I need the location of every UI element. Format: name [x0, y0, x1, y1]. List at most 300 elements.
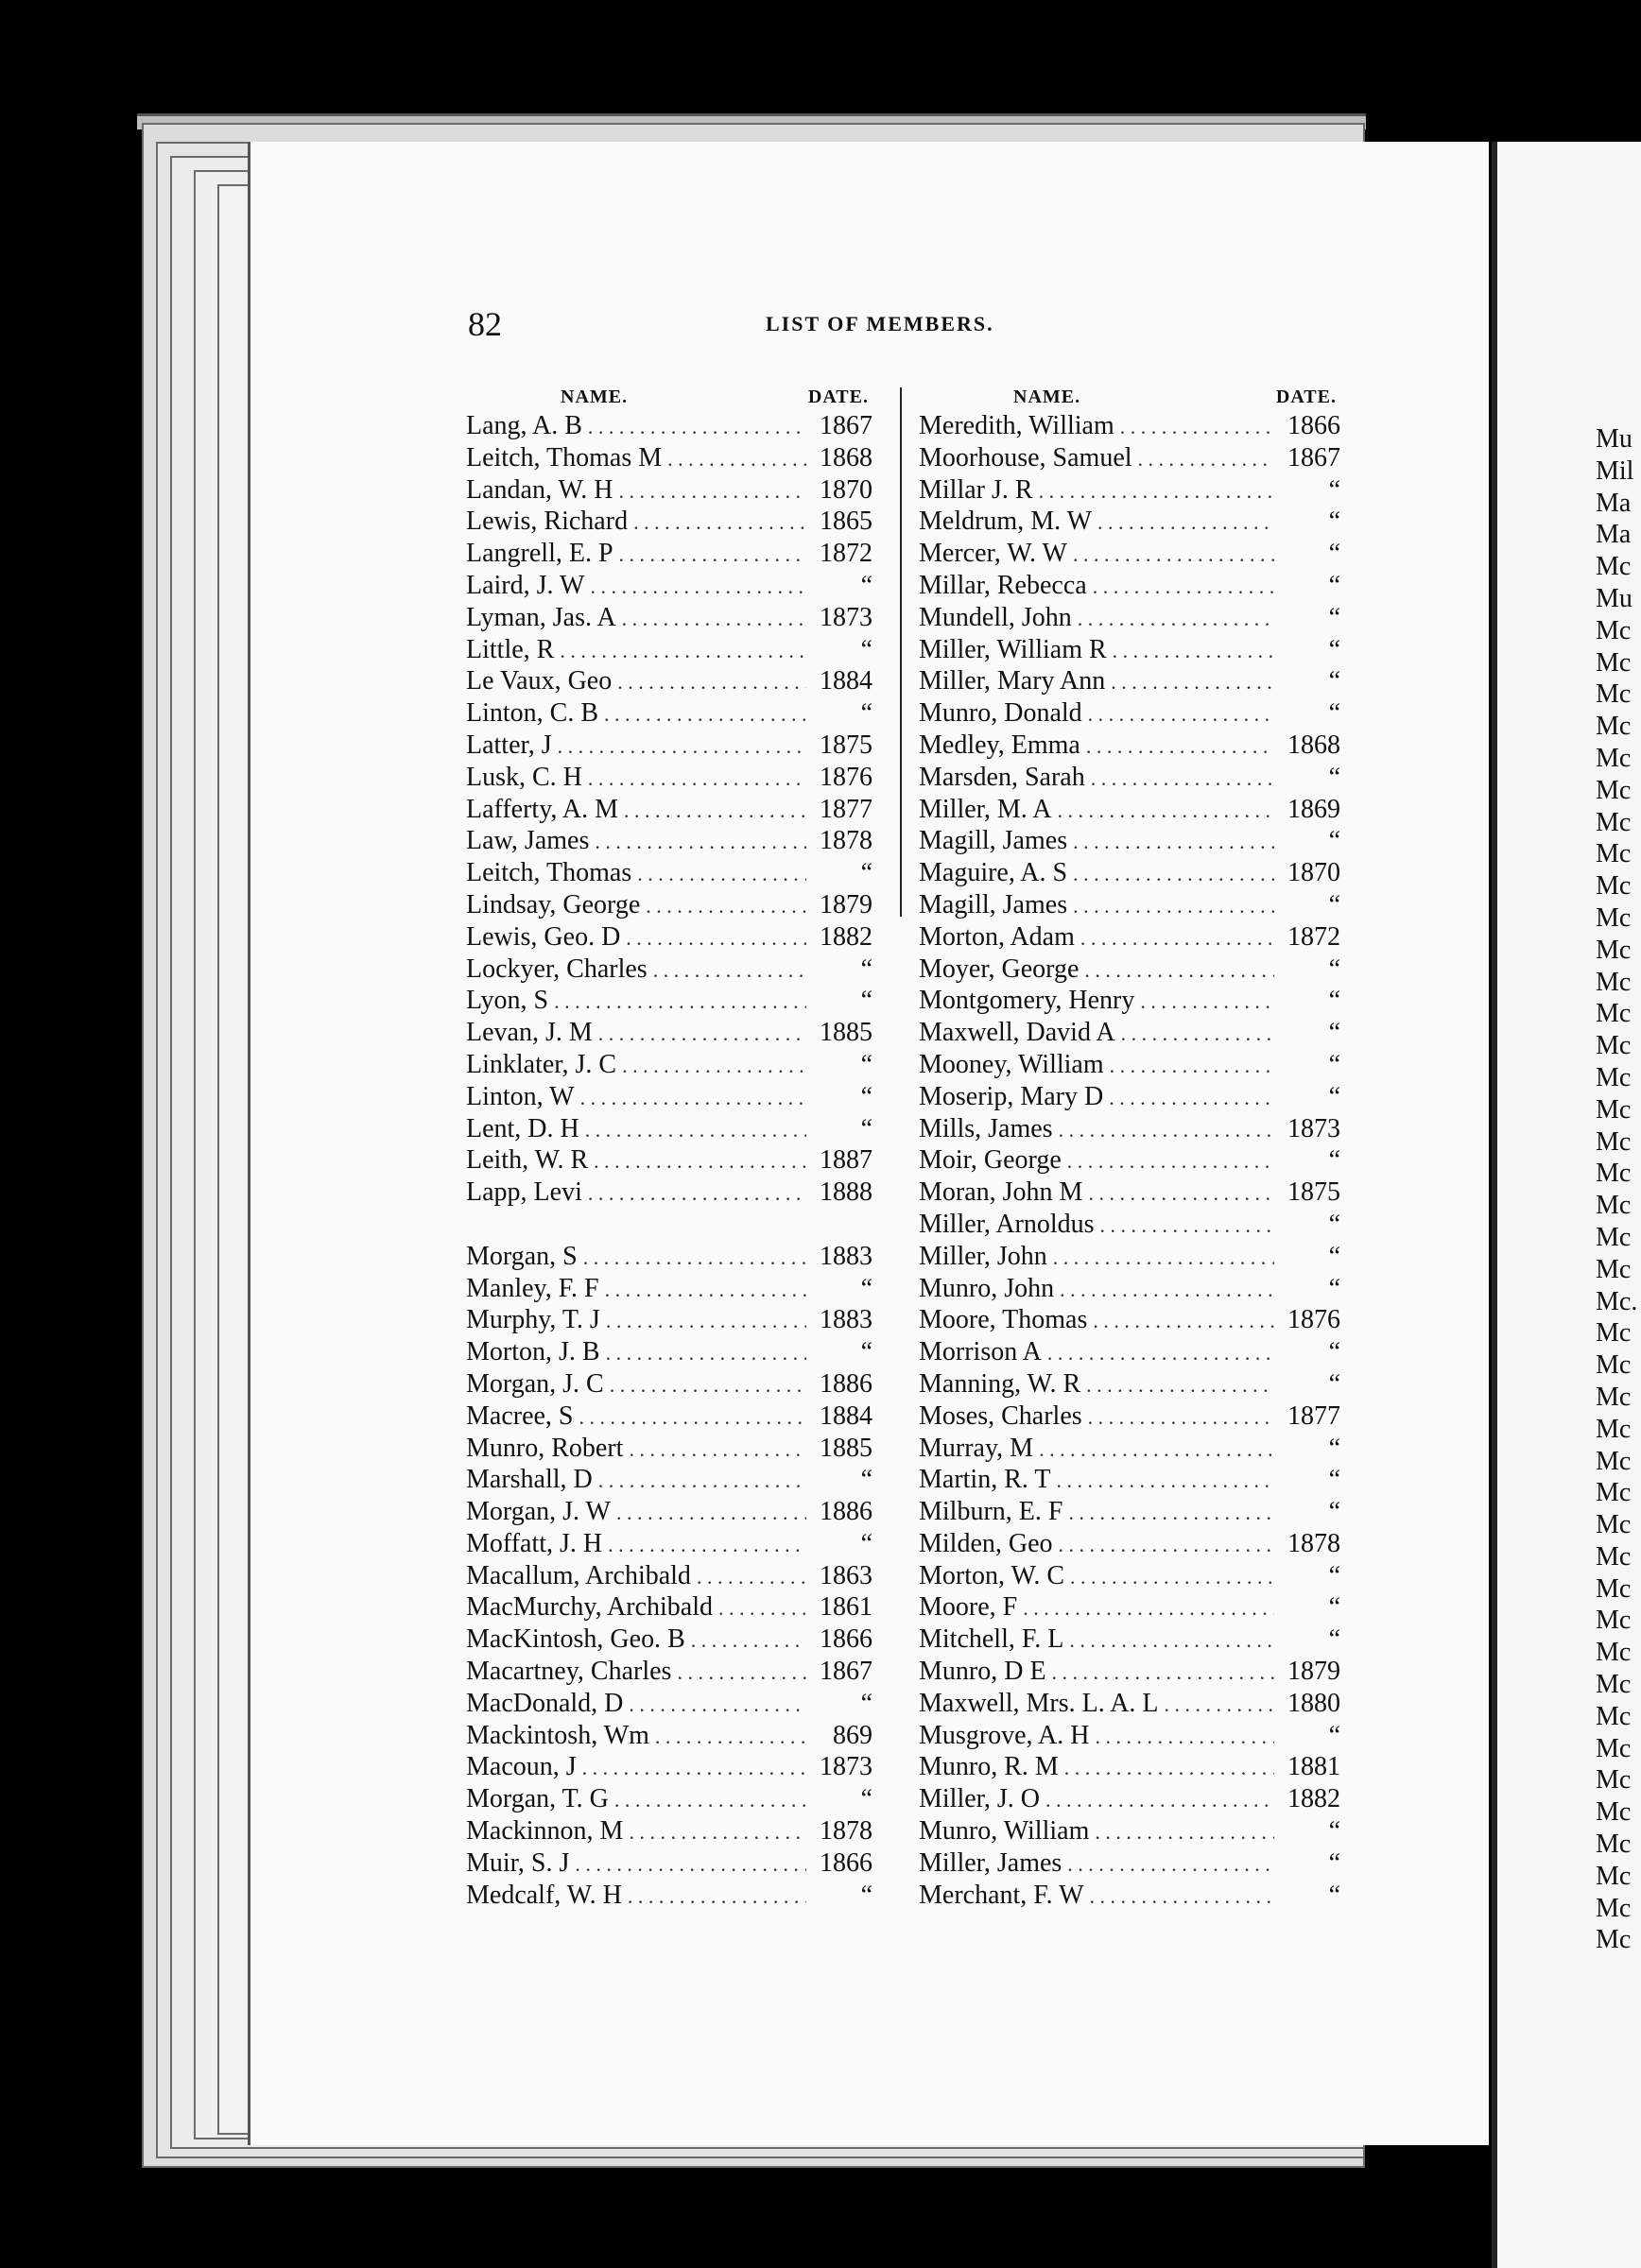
leader-dots: [560, 635, 806, 667]
member-date: “: [1328, 762, 1340, 792]
leader-dots: [624, 795, 806, 827]
member-name: Millar, Rebecca: [919, 570, 1087, 600]
member-date: 1885: [820, 1018, 872, 1048]
member-row: [466, 1336, 872, 1368]
facing-page-fragment: Mc: [1596, 615, 1632, 645]
leader-dots: [585, 1114, 806, 1146]
leader-dots: [1067, 1145, 1274, 1177]
column-header: [919, 384, 1340, 410]
member-date: 1878: [820, 1816, 872, 1847]
member-row: [919, 1880, 1340, 1912]
member-date: 1873: [1287, 1113, 1340, 1143]
facing-page-fragment: Mc: [1596, 1478, 1632, 1508]
member-row: [919, 1528, 1340, 1560]
member-date: “: [860, 1688, 872, 1718]
leader-dots: [1110, 1050, 1274, 1082]
leader-dots: [718, 1592, 806, 1624]
member-name: Leith, W. R: [466, 1145, 589, 1176]
leader-dots: [1097, 507, 1274, 539]
member-name: Morgan, J. C: [466, 1368, 604, 1399]
member-date: “: [1328, 1465, 1340, 1495]
leader-dots: [1078, 603, 1274, 635]
leader-dots: [1080, 922, 1274, 954]
member-row: [466, 1751, 872, 1783]
leader-dots: [653, 954, 806, 987]
facing-page-fragment: Mc: [1596, 1382, 1632, 1412]
facing-page-fragment: Mc: [1596, 1670, 1632, 1700]
member-date: 1884: [820, 1400, 872, 1431]
member-date: “: [860, 698, 872, 729]
leader-dots: [667, 443, 806, 475]
leader-dots: [626, 922, 806, 954]
members-column-left: [466, 384, 872, 1911]
member-name: Linton, C. B: [466, 698, 599, 729]
leader-dots: [1047, 1337, 1274, 1369]
leader-dots: [610, 1369, 806, 1401]
member-name: Maxwell, Mrs. L. A. L: [919, 1688, 1159, 1718]
member-name: Lyon, S: [466, 986, 549, 1016]
member-row: [919, 1081, 1340, 1113]
member-date: 1879: [1287, 1657, 1340, 1687]
member-name: Lafferty, A. M: [466, 794, 618, 824]
leader-dots: [608, 1529, 806, 1561]
member-row: [919, 1624, 1340, 1656]
leader-dots: [619, 475, 806, 507]
member-date: “: [1328, 1241, 1340, 1271]
member-name: Milden, Geo: [919, 1528, 1053, 1558]
member-name: MacDonald, D: [466, 1688, 624, 1718]
member-row: [466, 794, 872, 826]
member-date: 1866: [820, 1624, 872, 1655]
leader-dots: [1138, 443, 1274, 475]
member-row: [466, 1783, 872, 1815]
member-name: Miller, M. A: [919, 794, 1052, 824]
member-date: 1885: [820, 1433, 872, 1463]
member-date: 1869: [1287, 794, 1340, 824]
member-row: [919, 1241, 1340, 1273]
member-date: 1867: [820, 1657, 872, 1687]
member-name: Montgomery, Henry: [919, 986, 1135, 1016]
member-row: [919, 730, 1340, 762]
member-name: Musgrove, A. H: [919, 1720, 1090, 1750]
member-name: Law, James: [466, 826, 590, 856]
member-name: Le Vaux, Geo: [466, 666, 613, 696]
member-date: 1886: [820, 1497, 872, 1527]
member-name: Mackintosh, Wm: [466, 1720, 649, 1750]
leader-dots: [1068, 1497, 1274, 1529]
leader-dots: [697, 1561, 806, 1593]
member-row: [919, 1336, 1340, 1368]
member-date: 1888: [820, 1177, 872, 1208]
member-row: [919, 1847, 1340, 1880]
leader-dots: [579, 1401, 806, 1434]
column-header: [466, 384, 872, 410]
member-name: Magill, James: [919, 826, 1068, 856]
member-row: [919, 1368, 1340, 1400]
member-date: 1867: [1287, 442, 1340, 472]
member-date: “: [860, 1337, 872, 1367]
leader-dots: [1113, 635, 1274, 667]
member-date: 1870: [1287, 858, 1340, 888]
facing-page-fragment: Mc: [1596, 999, 1632, 1029]
member-row: [466, 1400, 872, 1433]
member-date: 1867: [820, 411, 872, 440]
member-date: “: [1328, 986, 1340, 1016]
member-row: [466, 1081, 872, 1113]
leader-dots: [606, 1305, 806, 1337]
member-date: “: [1328, 1880, 1340, 1910]
member-date: “: [1328, 666, 1340, 696]
members-column-right: [919, 384, 1340, 1911]
member-row: [466, 1624, 872, 1656]
member-row: [466, 1433, 872, 1465]
leader-dots: [1056, 1465, 1274, 1497]
member-row: [466, 825, 872, 857]
member-name: Martin, R. T: [919, 1465, 1051, 1495]
member-date: “: [1328, 889, 1340, 919]
member-name: Mackinnon, M: [466, 1816, 624, 1847]
member-name: MacKintosh, Geo. B: [466, 1624, 685, 1655]
leader-dots: [1095, 1721, 1274, 1753]
leader-dots: [595, 826, 806, 858]
leader-dots: [1059, 1114, 1274, 1146]
member-name: Munro, John: [919, 1273, 1055, 1303]
member-name: Mooney, William: [919, 1049, 1104, 1079]
member-row: [919, 1496, 1340, 1528]
member-date: 1882: [820, 921, 872, 952]
leader-dots: [1064, 1752, 1274, 1784]
member-row: [466, 1368, 872, 1400]
member-date: 1863: [820, 1560, 872, 1590]
member-row: [919, 474, 1340, 507]
leader-dots: [583, 1242, 806, 1274]
member-date: “: [860, 1784, 872, 1814]
leader-dots: [1111, 666, 1274, 698]
leader-dots: [1070, 1561, 1274, 1593]
member-name: Millar J. R: [919, 474, 1033, 505]
member-date: 1873: [820, 602, 872, 632]
member-name: Murray, M: [919, 1433, 1034, 1463]
leader-dots: [614, 1784, 806, 1816]
member-name: Morton, W. C: [919, 1560, 1065, 1590]
member-name: Munro, Robert: [466, 1433, 624, 1463]
leader-dots: [1039, 1434, 1274, 1466]
member-name: Little, R: [466, 634, 555, 664]
member-row: [466, 442, 872, 474]
member-row: [466, 1847, 872, 1880]
leader-dots: [617, 666, 806, 698]
leader-dots: [1165, 1689, 1274, 1721]
member-row: [919, 825, 1340, 857]
leader-dots: [1057, 795, 1274, 827]
member-name: Linton, W: [466, 1081, 575, 1111]
member-date: “: [1328, 698, 1340, 729]
member-name: Lockyer, Charles: [466, 954, 648, 984]
member-date: 1879: [820, 889, 872, 919]
member-row: [919, 1304, 1340, 1336]
leader-dots: [629, 1816, 806, 1848]
member-row: [466, 1113, 872, 1145]
member-row: [919, 889, 1340, 921]
leader-dots: [1060, 1274, 1274, 1306]
member-name: Milburn, E. F: [919, 1497, 1063, 1527]
member-row: [466, 1688, 872, 1720]
member-row: [919, 506, 1340, 538]
member-row: [919, 1273, 1340, 1305]
date-header: DATE.: [807, 387, 869, 407]
member-date: 1886: [820, 1368, 872, 1399]
member-row: [919, 442, 1340, 474]
facing-page-fragment: Mc: [1596, 1254, 1632, 1284]
leader-dots: [691, 1624, 806, 1657]
member-name: Lang, A. B: [466, 411, 582, 440]
member-date: 1865: [820, 507, 872, 537]
member-row: [919, 1560, 1340, 1592]
leader-dots: [1067, 1848, 1274, 1881]
member-date: “: [1328, 1049, 1340, 1079]
leader-dots: [588, 411, 806, 443]
member-row: [466, 538, 872, 570]
member-date: 1884: [820, 666, 872, 696]
member-name: Morgan, S: [466, 1241, 578, 1271]
member-date: “: [1328, 1592, 1340, 1623]
member-name: Morton, J. B: [466, 1337, 600, 1367]
member-name: Leitch, Thomas M: [466, 442, 663, 472]
facing-page-fragment: Mc: [1596, 807, 1632, 837]
member-name: Lindsay, George: [466, 889, 641, 919]
member-name: Medcalf, W. H: [466, 1880, 622, 1910]
facing-page-fragment: Mc: [1596, 1573, 1632, 1604]
member-row: [919, 1751, 1340, 1783]
leader-dots: [1140, 986, 1274, 1018]
member-date: “: [1328, 1560, 1340, 1590]
member-row: [466, 730, 872, 762]
leader-dots: [1073, 858, 1274, 890]
name-header: NAME.: [561, 387, 629, 407]
member-date: 1876: [1287, 1305, 1340, 1335]
facing-page-fragment: Mc: [1596, 1094, 1632, 1125]
member-date: 1868: [1287, 730, 1340, 760]
facing-page-fragment: Ma: [1596, 488, 1632, 518]
leader-dots: [646, 890, 806, 922]
member-date: “: [860, 1081, 872, 1111]
member-list-left: [466, 410, 872, 1911]
leader-dots: [1088, 698, 1274, 730]
facing-page-fragment: Mc: [1596, 1062, 1632, 1092]
member-name: Munro, Donald: [919, 698, 1082, 729]
member-date: “: [1328, 570, 1340, 600]
member-date: “: [860, 954, 872, 984]
member-date: “: [860, 634, 872, 664]
member-row: [919, 794, 1340, 826]
member-name: Lewis, Geo. D: [466, 921, 621, 952]
member-name: Langrell, E. P: [466, 539, 613, 569]
member-date: 1872: [1287, 921, 1340, 952]
facing-page-fragment: Mc: [1596, 1861, 1632, 1891]
facing-page-fragment: Mc: [1596, 902, 1632, 933]
member-name: Moran, John M: [919, 1177, 1083, 1208]
member-name: Lent, D. H: [466, 1113, 579, 1143]
leader-dots: [637, 858, 806, 890]
facing-page-fragment: Mc: [1596, 1638, 1632, 1668]
member-name: Moorhouse, Samuel: [919, 442, 1132, 472]
facing-page-fragment: Mc: [1596, 743, 1632, 773]
leader-dots: [629, 1689, 806, 1721]
member-date: 1877: [820, 794, 872, 824]
member-date: “: [860, 1113, 872, 1143]
member-name: Morton, Adam: [919, 921, 1075, 952]
member-row: [466, 474, 872, 507]
member-row: [466, 1464, 872, 1496]
member-name: Lusk, C. H: [466, 762, 582, 792]
leader-dots: [1088, 1177, 1274, 1210]
member-row: [919, 1688, 1340, 1720]
member-row: [466, 1656, 872, 1688]
leader-dots: [1093, 1305, 1274, 1337]
facing-page-fragment: Mc: [1596, 1893, 1632, 1923]
member-date: “: [1328, 954, 1340, 984]
facing-page-fragment: Mc: [1596, 839, 1632, 869]
leader-dots: [1052, 1657, 1274, 1689]
member-date: “: [1328, 1273, 1340, 1303]
member-row: [466, 954, 872, 986]
name-header: NAME.: [1013, 387, 1081, 407]
leader-dots: [1091, 763, 1274, 795]
member-row: [919, 1783, 1340, 1815]
member-row: [466, 1241, 872, 1273]
member-row: [466, 1304, 872, 1336]
column-divider: [900, 387, 902, 917]
leader-dots: [590, 571, 806, 603]
leader-dots: [1086, 1369, 1274, 1401]
member-name: Mitchell, F. L: [919, 1624, 1064, 1655]
leader-dots: [628, 1881, 806, 1913]
member-date: 1887: [820, 1145, 872, 1176]
facing-page-fragment: Ma: [1596, 520, 1632, 550]
leader-dots: [1069, 1624, 1274, 1657]
facing-page-fragment: Mc: [1596, 1733, 1632, 1763]
member-name: Moore, F: [919, 1592, 1018, 1623]
leader-dots: [1053, 1242, 1274, 1274]
member-row: [466, 1177, 872, 1209]
member-date: “: [860, 1049, 872, 1079]
leader-dots: [622, 1050, 806, 1082]
leader-dots: [554, 986, 806, 1018]
member-date: 1875: [820, 730, 872, 760]
member-date: “: [1328, 1368, 1340, 1399]
member-name: Mercer, W. W: [919, 539, 1067, 569]
member-name: Moore, Thomas: [919, 1305, 1088, 1335]
leader-dots: [580, 1082, 806, 1114]
member-date: 1872: [820, 539, 872, 569]
member-date: 1873: [820, 1752, 872, 1782]
member-name: Lyman, Jas. A: [466, 602, 616, 632]
member-name: Miller, John: [919, 1241, 1047, 1271]
member-name: Manley, F. F: [466, 1273, 599, 1303]
facing-page-fragment: Mc: [1596, 1701, 1632, 1731]
leader-dots: [1045, 1784, 1274, 1816]
leader-dots: [604, 698, 806, 730]
member-name: Marshall, D: [466, 1465, 593, 1495]
member-row: [466, 1528, 872, 1560]
date-header: DATE.: [1275, 387, 1337, 407]
leader-dots: [598, 1018, 806, 1050]
member-row: [919, 1177, 1340, 1209]
member-row: [919, 1209, 1340, 1241]
leader-dots: [594, 1145, 806, 1177]
leader-dots: [1088, 1401, 1274, 1434]
facing-page-fragment: Mc: [1596, 1797, 1632, 1828]
leader-dots: [1093, 571, 1274, 603]
member-row: [919, 1464, 1340, 1496]
member-name: Latter, J: [466, 730, 552, 760]
member-row: [466, 1880, 872, 1912]
member-date: 1878: [820, 826, 872, 856]
member-date: “: [860, 986, 872, 1016]
member-name: Laird, J. W: [466, 570, 585, 600]
member-date: “: [860, 570, 872, 600]
member-row: [466, 1815, 872, 1847]
member-name: Morrison A: [919, 1337, 1042, 1367]
member-name: Magill, James: [919, 889, 1068, 919]
member-row: [919, 1400, 1340, 1433]
member-name: Linklater, J. C: [466, 1049, 617, 1079]
member-name: Moir, George: [919, 1145, 1062, 1176]
leader-dots: [1073, 890, 1274, 922]
member-row: [466, 410, 872, 442]
member-date: 1876: [820, 762, 872, 792]
member-date: 1875: [1287, 1177, 1340, 1208]
member-row: [466, 697, 872, 730]
member-date: “: [1328, 602, 1340, 632]
member-row: [919, 954, 1340, 986]
member-name: Meredith, William: [919, 411, 1114, 440]
member-date: “: [860, 1465, 872, 1495]
member-name: Morgan, J. W: [466, 1497, 611, 1527]
member-date: 1883: [820, 1305, 872, 1335]
facing-page-fragment: Mc: [1596, 775, 1632, 805]
leader-dots: [629, 1434, 806, 1466]
facing-page-fragment: Mc: [1596, 1031, 1632, 1061]
leader-dots: [588, 763, 806, 795]
member-date: 1877: [1287, 1400, 1340, 1431]
facing-page-fragment: Mc: [1596, 871, 1632, 902]
facing-page-fragment: Mc: [1596, 1159, 1632, 1189]
member-name: Manning, W. R: [919, 1368, 1081, 1399]
member-date: “: [1328, 1081, 1340, 1111]
facing-page-text-fragments: [1596, 423, 1637, 1956]
member-date: 1866: [820, 1847, 872, 1878]
leader-dots: [616, 1497, 806, 1529]
leader-dots: [575, 1848, 806, 1881]
member-row: [919, 762, 1340, 794]
member-name: MacMurchy, Archibald: [466, 1592, 713, 1623]
facing-page-fragment: Mc: [1596, 1222, 1632, 1252]
facing-page-fragment: Mc: [1596, 552, 1632, 582]
member-date: “: [1328, 539, 1340, 569]
leader-dots: [1086, 730, 1274, 763]
member-name: Munro, William: [919, 1816, 1090, 1847]
leader-dots: [655, 1721, 806, 1753]
leader-dots: [1095, 1816, 1274, 1848]
member-date: “: [1328, 634, 1340, 664]
member-row: [466, 506, 872, 538]
member-row: [919, 602, 1340, 634]
leader-dots: [1121, 1018, 1274, 1050]
member-row: [466, 762, 872, 794]
member-date: “: [1328, 1497, 1340, 1527]
member-name: Moserip, Mary D: [919, 1081, 1104, 1111]
